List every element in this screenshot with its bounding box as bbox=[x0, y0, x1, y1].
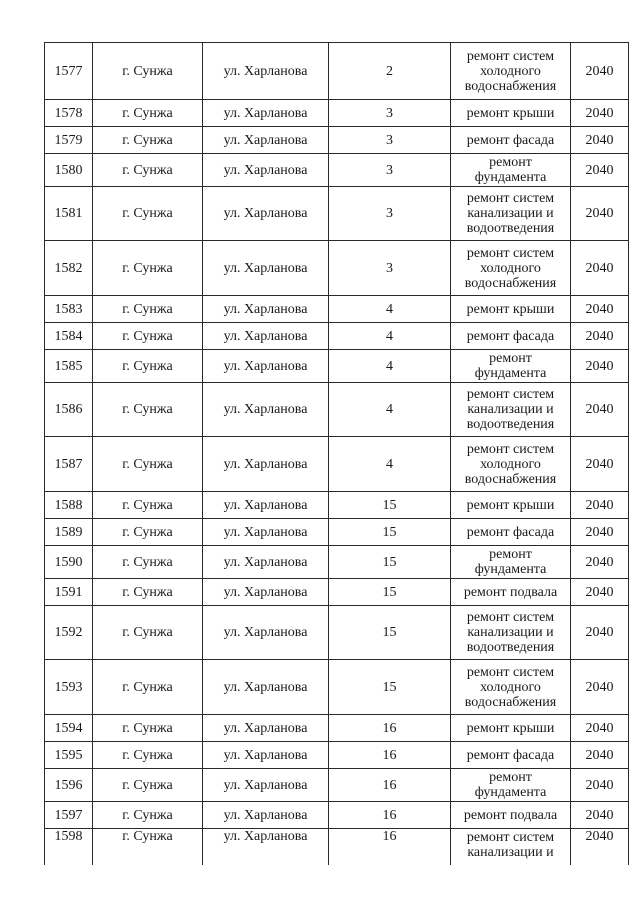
house-number-cell: 15 bbox=[329, 579, 451, 606]
house-number-cell: 16 bbox=[329, 769, 451, 802]
street-cell: ул. Харланова bbox=[203, 742, 329, 769]
work-type-cell bbox=[451, 43, 571, 100]
row-number: 1586 bbox=[45, 383, 93, 437]
row-number: 1595 bbox=[45, 742, 93, 769]
street-cell: ул. Харланова bbox=[203, 296, 329, 323]
table-row bbox=[45, 43, 629, 100]
year-cell: 2040 bbox=[571, 350, 629, 383]
house-number-cell: 4 bbox=[329, 296, 451, 323]
year-cell: 2040 bbox=[571, 323, 629, 350]
street-cell: ул. Харланова bbox=[203, 241, 329, 296]
work-type-line: водоснабжения bbox=[464, 78, 557, 94]
city-cell: г. Сунжа bbox=[93, 323, 203, 350]
house-number-cell: 4 bbox=[329, 437, 451, 492]
row-number: 1588 bbox=[45, 492, 93, 519]
work-type-cell bbox=[451, 519, 571, 546]
table-row bbox=[45, 519, 629, 546]
row-number: 1598 bbox=[45, 829, 93, 865]
table-row bbox=[45, 606, 629, 660]
year-cell: 2040 bbox=[571, 383, 629, 437]
row-number: 1587 bbox=[45, 437, 93, 492]
work-type-line: холодного bbox=[480, 260, 541, 276]
year-cell: 2040 bbox=[571, 829, 629, 865]
year-cell: 2040 bbox=[571, 154, 629, 187]
row-number: 1589 bbox=[45, 519, 93, 546]
work-type-cell bbox=[451, 296, 571, 323]
work-type-line: канализации и bbox=[467, 402, 554, 417]
house-number-cell: 4 bbox=[329, 350, 451, 383]
work-type-cell bbox=[451, 715, 571, 742]
house-number-cell: 3 bbox=[329, 127, 451, 154]
street-cell: ул. Харланова bbox=[203, 715, 329, 742]
year-cell: 2040 bbox=[571, 742, 629, 769]
table-body bbox=[45, 43, 629, 865]
year-cell: 2040 bbox=[571, 296, 629, 323]
year-cell: 2040 bbox=[571, 127, 629, 154]
house-number-cell: 16 bbox=[329, 742, 451, 769]
city-cell: г. Сунжа bbox=[93, 43, 203, 100]
table-row bbox=[45, 241, 629, 296]
row-number: 1585 bbox=[45, 350, 93, 383]
year-cell: 2040 bbox=[571, 546, 629, 579]
city-cell: г. Сунжа bbox=[93, 127, 203, 154]
work-type-line: холодного bbox=[480, 456, 541, 472]
work-type-line: ремонт подвала bbox=[463, 807, 558, 823]
city-cell: г. Сунжа bbox=[93, 296, 203, 323]
work-type-line: водоотведения bbox=[466, 221, 555, 236]
row-number: 1592 bbox=[45, 606, 93, 660]
city-cell: г. Сунжа bbox=[93, 546, 203, 579]
year-cell: 2040 bbox=[571, 579, 629, 606]
work-type-line: фундамента bbox=[474, 785, 547, 800]
row-number: 1578 bbox=[45, 100, 93, 127]
work-type-cell bbox=[451, 100, 571, 127]
year-cell: 2040 bbox=[571, 241, 629, 296]
city-cell: г. Сунжа bbox=[93, 519, 203, 546]
work-type-line: ремонт систем bbox=[466, 610, 555, 625]
work-type-line: ремонт подвала bbox=[463, 584, 558, 600]
street-cell: ул. Харланова bbox=[203, 660, 329, 715]
work-type-cell bbox=[451, 802, 571, 829]
year-cell: 2040 bbox=[571, 100, 629, 127]
work-type-line: ремонт систем bbox=[466, 245, 555, 261]
work-type-line: фундамента bbox=[474, 170, 547, 185]
table-row bbox=[45, 187, 629, 241]
year-cell: 2040 bbox=[571, 437, 629, 492]
row-number: 1593 bbox=[45, 660, 93, 715]
street-cell: ул. Харланова bbox=[203, 437, 329, 492]
city-cell: г. Сунжа bbox=[93, 829, 203, 865]
house-number-cell: 15 bbox=[329, 606, 451, 660]
city-cell: г. Сунжа bbox=[93, 769, 203, 802]
year-cell: 2040 bbox=[571, 660, 629, 715]
table-row bbox=[45, 715, 629, 742]
house-number-cell: 15 bbox=[329, 519, 451, 546]
house-number-cell: 15 bbox=[329, 492, 451, 519]
work-type-line: ремонт крыши bbox=[466, 720, 555, 736]
work-type-line: холодного bbox=[480, 63, 541, 79]
row-number: 1597 bbox=[45, 802, 93, 829]
city-cell: г. Сунжа bbox=[93, 187, 203, 241]
work-type-line: ремонт систем bbox=[466, 441, 555, 457]
city-cell: г. Сунжа bbox=[93, 606, 203, 660]
street-cell: ул. Харланова bbox=[203, 187, 329, 241]
work-type-line: ремонт систем bbox=[466, 664, 555, 680]
house-number-cell: 15 bbox=[329, 546, 451, 579]
work-type-line: ремонт систем bbox=[466, 48, 555, 64]
repair-schedule-table bbox=[44, 42, 629, 865]
work-type-line: ремонт систем bbox=[466, 830, 555, 845]
work-type-line: холодного bbox=[480, 679, 541, 695]
year-cell: 2040 bbox=[571, 519, 629, 546]
work-type-line: ремонт фасада bbox=[466, 524, 555, 540]
house-number-cell: 4 bbox=[329, 323, 451, 350]
row-number: 1584 bbox=[45, 323, 93, 350]
house-number-cell: 3 bbox=[329, 187, 451, 241]
row-number: 1580 bbox=[45, 154, 93, 187]
table-row bbox=[45, 350, 629, 383]
work-type-cell bbox=[451, 492, 571, 519]
row-number: 1582 bbox=[45, 241, 93, 296]
work-type-cell bbox=[451, 323, 571, 350]
street-cell: ул. Харланова bbox=[203, 350, 329, 383]
work-type-cell bbox=[451, 383, 571, 437]
city-cell: г. Сунжа bbox=[93, 241, 203, 296]
work-type-line: ремонт bbox=[489, 547, 532, 562]
work-type-line: ремонт крыши bbox=[466, 301, 555, 317]
city-cell: г. Сунжа bbox=[93, 437, 203, 492]
work-type-line: водоотведения bbox=[466, 640, 555, 655]
work-type-line: ремонт фасада bbox=[466, 747, 555, 763]
work-type-line: канализации и bbox=[467, 206, 554, 221]
table-row bbox=[45, 829, 629, 865]
table-row bbox=[45, 127, 629, 154]
house-number-cell: 4 bbox=[329, 383, 451, 437]
table-row bbox=[45, 100, 629, 127]
row-number: 1591 bbox=[45, 579, 93, 606]
row-number: 1581 bbox=[45, 187, 93, 241]
street-cell: ул. Харланова bbox=[203, 127, 329, 154]
house-number-cell: 2 bbox=[329, 43, 451, 100]
work-type-line: канализации и bbox=[467, 845, 554, 860]
city-cell: г. Сунжа bbox=[93, 350, 203, 383]
street-cell: ул. Харланова bbox=[203, 829, 329, 865]
city-cell: г. Сунжа bbox=[93, 742, 203, 769]
house-number-cell: 16 bbox=[329, 715, 451, 742]
work-type-line: ремонт bbox=[489, 770, 532, 785]
city-cell: г. Сунжа bbox=[93, 154, 203, 187]
row-number: 1594 bbox=[45, 715, 93, 742]
table-row bbox=[45, 802, 629, 829]
street-cell: ул. Харланова bbox=[203, 383, 329, 437]
work-type-cell bbox=[451, 606, 571, 660]
street-cell: ул. Харланова bbox=[203, 492, 329, 519]
work-type-cell bbox=[451, 241, 571, 296]
work-type-cell bbox=[451, 769, 571, 802]
table-row bbox=[45, 660, 629, 715]
city-cell: г. Сунжа bbox=[93, 579, 203, 606]
house-number-cell: 3 bbox=[329, 154, 451, 187]
street-cell: ул. Харланова bbox=[203, 323, 329, 350]
house-number-cell: 3 bbox=[329, 241, 451, 296]
work-type-line: ремонт крыши bbox=[466, 105, 555, 121]
year-cell: 2040 bbox=[571, 606, 629, 660]
work-type-line: фундамента bbox=[474, 366, 547, 381]
work-type-line: ремонт фасада bbox=[466, 132, 555, 148]
work-type-cell bbox=[451, 660, 571, 715]
work-type-cell bbox=[451, 437, 571, 492]
street-cell: ул. Харланова bbox=[203, 43, 329, 100]
work-type-cell bbox=[451, 187, 571, 241]
year-cell: 2040 bbox=[571, 43, 629, 100]
work-type-line: ремонт bbox=[489, 351, 532, 366]
street-cell: ул. Харланова bbox=[203, 606, 329, 660]
city-cell: г. Сунжа bbox=[93, 100, 203, 127]
year-cell: 2040 bbox=[571, 187, 629, 241]
street-cell: ул. Харланова bbox=[203, 802, 329, 829]
work-type-line: фундамента bbox=[474, 562, 547, 577]
work-type-cell bbox=[451, 742, 571, 769]
work-type-line: водоснабжения bbox=[464, 275, 557, 291]
table-row bbox=[45, 492, 629, 519]
row-number: 1579 bbox=[45, 127, 93, 154]
house-number-cell: 3 bbox=[329, 100, 451, 127]
table-row bbox=[45, 323, 629, 350]
work-type-cell bbox=[451, 579, 571, 606]
street-cell: ул. Харланова bbox=[203, 546, 329, 579]
work-type-line: канализации и bbox=[467, 625, 554, 640]
table-row bbox=[45, 383, 629, 437]
work-type-line: ремонт фасада bbox=[466, 328, 555, 344]
row-number: 1590 bbox=[45, 546, 93, 579]
table-row bbox=[45, 579, 629, 606]
work-type-line: ремонт bbox=[489, 155, 532, 170]
street-cell: ул. Харланова bbox=[203, 579, 329, 606]
city-cell: г. Сунжа bbox=[93, 383, 203, 437]
work-type-cell bbox=[451, 350, 571, 383]
table-row bbox=[45, 154, 629, 187]
year-cell: 2040 bbox=[571, 715, 629, 742]
work-type-cell bbox=[451, 154, 571, 187]
street-cell: ул. Харланова bbox=[203, 100, 329, 127]
year-cell: 2040 bbox=[571, 802, 629, 829]
year-cell: 2040 bbox=[571, 492, 629, 519]
city-cell: г. Сунжа bbox=[93, 715, 203, 742]
city-cell: г. Сунжа bbox=[93, 660, 203, 715]
street-cell: ул. Харланова bbox=[203, 769, 329, 802]
row-number: 1577 bbox=[45, 43, 93, 100]
house-number-cell: 16 bbox=[329, 829, 451, 865]
work-type-cell bbox=[451, 127, 571, 154]
table-row bbox=[45, 296, 629, 323]
work-type-cell bbox=[451, 546, 571, 579]
street-cell: ул. Харланова bbox=[203, 154, 329, 187]
work-type-line: ремонт систем bbox=[466, 191, 555, 206]
city-cell: г. Сунжа bbox=[93, 802, 203, 829]
work-type-line: водоснабжения bbox=[464, 694, 557, 710]
house-number-cell: 15 bbox=[329, 660, 451, 715]
row-number: 1583 bbox=[45, 296, 93, 323]
table-row bbox=[45, 742, 629, 769]
table-row bbox=[45, 769, 629, 802]
work-type-line: ремонт крыши bbox=[466, 497, 555, 513]
city-cell: г. Сунжа bbox=[93, 492, 203, 519]
table-row bbox=[45, 437, 629, 492]
work-type-line: водоотведения bbox=[466, 417, 555, 432]
row-number: 1596 bbox=[45, 769, 93, 802]
year-cell: 2040 bbox=[571, 769, 629, 802]
work-type-line: ремонт систем bbox=[466, 387, 555, 402]
table-row bbox=[45, 546, 629, 579]
work-type-line: водоснабжения bbox=[464, 471, 557, 487]
work-type-cell bbox=[451, 829, 571, 865]
street-cell: ул. Харланова bbox=[203, 519, 329, 546]
house-number-cell: 16 bbox=[329, 802, 451, 829]
